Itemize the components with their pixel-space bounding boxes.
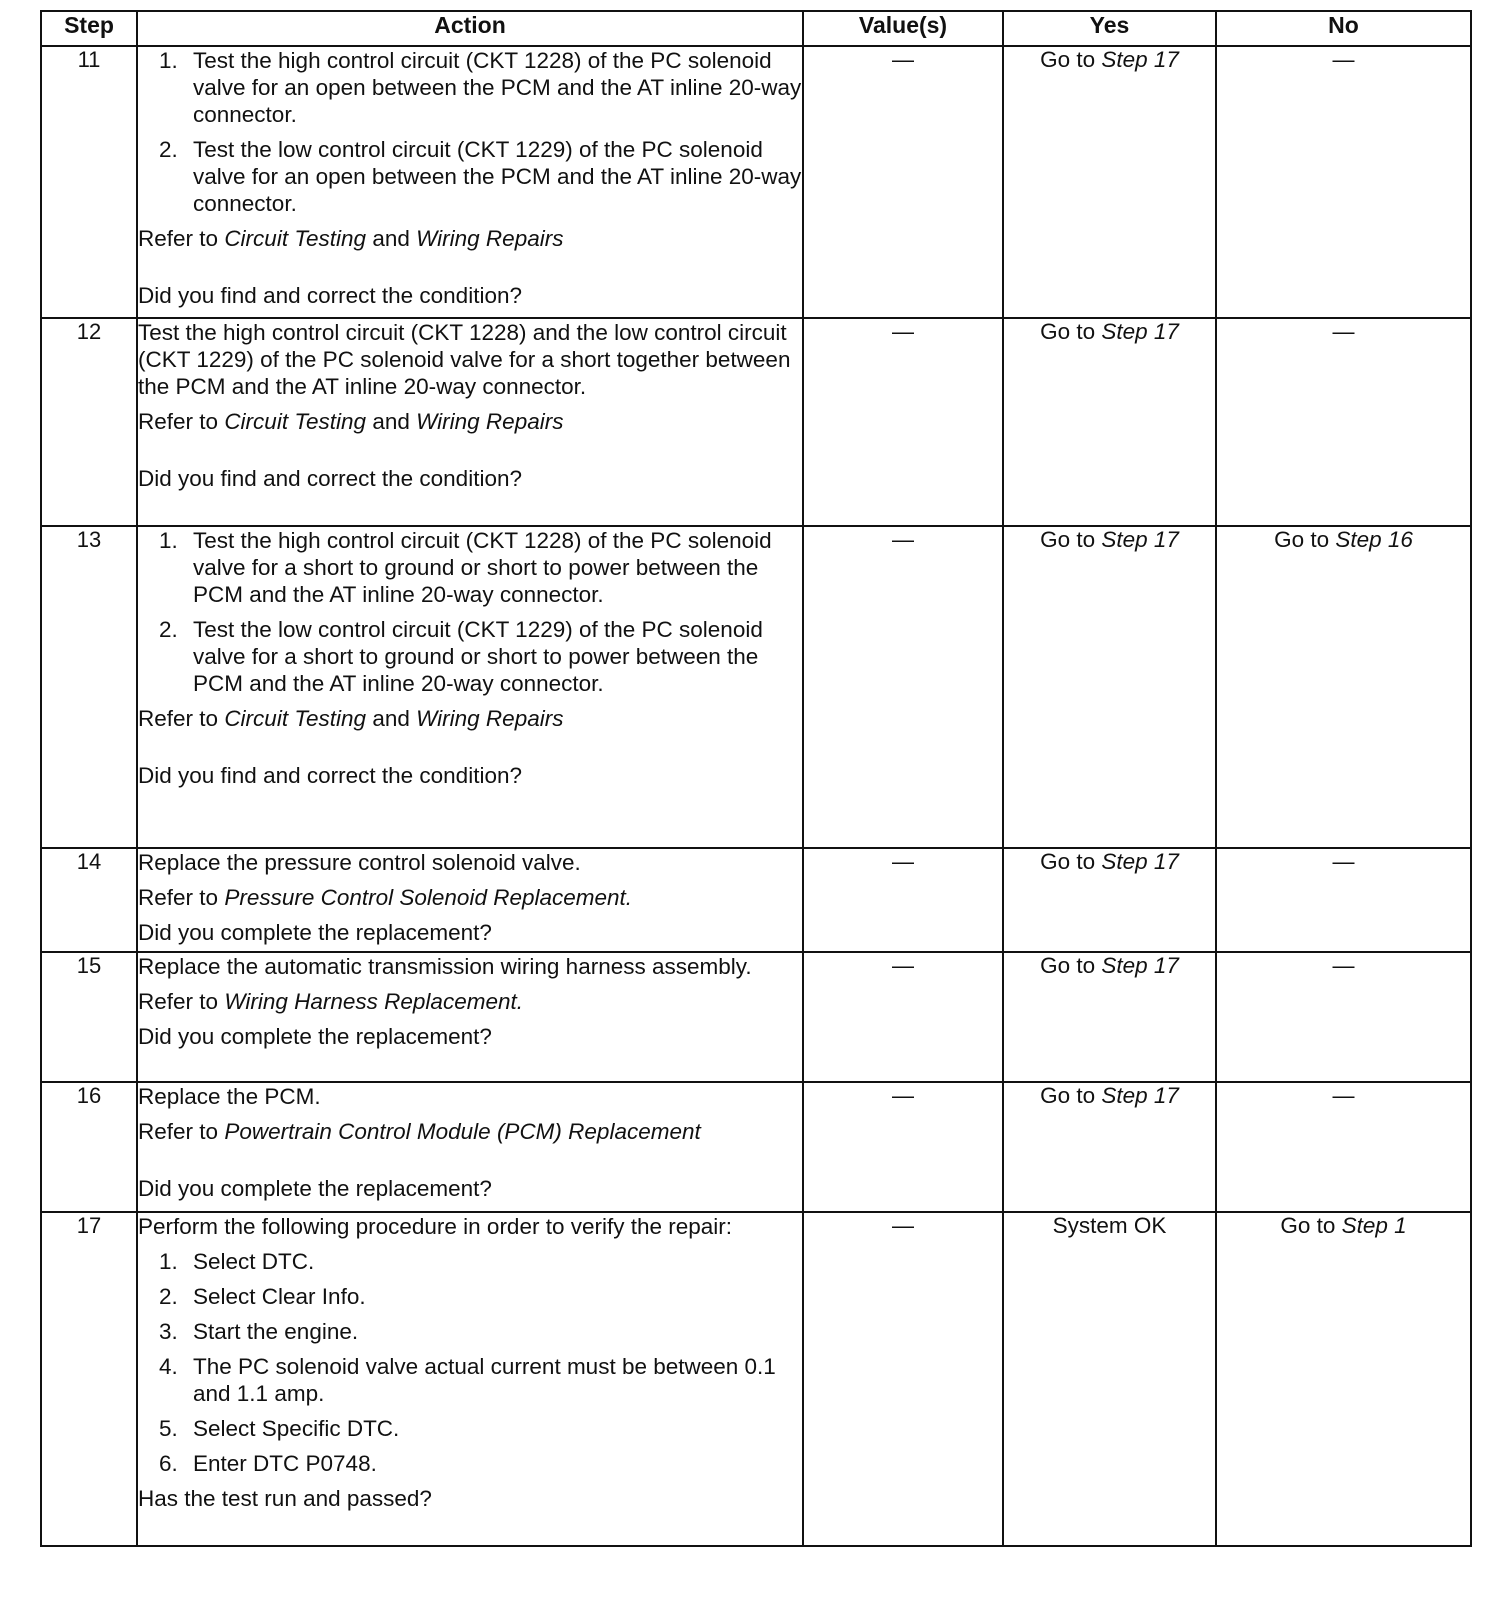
refer-label: Refer to bbox=[138, 226, 219, 251]
step-reference: Step 17 bbox=[1101, 319, 1179, 344]
item-text: Select Clear Info. bbox=[193, 1284, 366, 1309]
list-item bbox=[159, 1450, 802, 1477]
yes-cell bbox=[1003, 952, 1216, 1082]
reference-line bbox=[138, 705, 802, 732]
reference-link: Circuit Testing bbox=[224, 409, 367, 434]
yes-cell bbox=[1003, 526, 1216, 848]
table-row bbox=[41, 848, 1471, 952]
go-to-label: Go to bbox=[1040, 319, 1096, 344]
step-reference: Step 17 bbox=[1101, 47, 1179, 72]
value-cell: — bbox=[803, 1212, 1003, 1546]
go-to-label: Go to bbox=[1280, 1213, 1336, 1238]
item-number: 4. bbox=[159, 1354, 178, 1379]
diagnostic-table bbox=[40, 10, 1472, 1547]
no-cell: — bbox=[1216, 318, 1471, 526]
list-item bbox=[159, 136, 802, 217]
list-item bbox=[159, 1248, 802, 1275]
header-yes: Yes bbox=[1003, 11, 1216, 46]
refer-label: Refer to bbox=[138, 989, 219, 1014]
item-text: Test the low control circuit (CKT 1229) of the PC solenoid valve for a short to ground or short to power between the PCM and the AT inline 20-way connector. bbox=[193, 617, 763, 696]
step-number: 15 bbox=[41, 952, 137, 1082]
and-label: and bbox=[372, 706, 410, 731]
action-cell bbox=[137, 848, 803, 952]
action-cell bbox=[137, 526, 803, 848]
list-item bbox=[159, 1318, 802, 1345]
refer-label: Refer to bbox=[138, 409, 219, 434]
question: Did you find and correct the condition? bbox=[138, 466, 522, 491]
step-reference: Step 1 bbox=[1341, 1213, 1407, 1238]
table-row bbox=[41, 318, 1471, 526]
step-reference: Step 16 bbox=[1335, 527, 1413, 552]
header-row bbox=[41, 11, 1471, 46]
item-text: Select Specific DTC. bbox=[193, 1416, 400, 1441]
item-number: 6. bbox=[159, 1451, 178, 1476]
item-text: Enter DTC P0748. bbox=[193, 1451, 377, 1476]
reference-link: Circuit Testing bbox=[224, 226, 367, 251]
go-to-label: Go to bbox=[1040, 1083, 1096, 1108]
action-cell bbox=[137, 1212, 803, 1546]
no-cell: — bbox=[1216, 952, 1471, 1082]
list-item bbox=[159, 1415, 802, 1442]
reference-link: Wiring Harness Replacement. bbox=[224, 989, 523, 1014]
reference-link: Pressure Control Solenoid Replacement. bbox=[224, 885, 633, 910]
procedure-list bbox=[138, 1248, 802, 1477]
item-text: The PC solenoid valve actual current must be between 0.1 and 1.1 amp. bbox=[193, 1354, 776, 1406]
item-text: Start the engine. bbox=[193, 1319, 359, 1344]
header-step: Step bbox=[41, 11, 137, 46]
table-row bbox=[41, 1082, 1471, 1212]
item-number: 1. bbox=[159, 528, 178, 553]
step-number: 12 bbox=[41, 318, 137, 526]
refer-label: Refer to bbox=[138, 1119, 219, 1144]
step-number: 14 bbox=[41, 848, 137, 952]
step-number: 11 bbox=[41, 46, 137, 318]
and-label: and bbox=[372, 409, 410, 434]
step-number: 13 bbox=[41, 526, 137, 848]
item-number: 5. bbox=[159, 1416, 178, 1441]
item-number: 2. bbox=[159, 1284, 178, 1309]
and-label: and bbox=[372, 226, 410, 251]
item-number: 1. bbox=[159, 1249, 178, 1274]
header-no: No bbox=[1216, 11, 1471, 46]
reference-line bbox=[138, 988, 802, 1015]
yes-cell: System OK bbox=[1003, 1212, 1216, 1546]
value-cell: — bbox=[803, 952, 1003, 1082]
yes-cell bbox=[1003, 1082, 1216, 1212]
reference-link: Wiring Repairs bbox=[416, 706, 564, 731]
item-number: 2. bbox=[159, 137, 178, 162]
no-cell: — bbox=[1216, 1082, 1471, 1212]
value-cell: — bbox=[803, 318, 1003, 526]
procedure-list bbox=[138, 47, 802, 217]
question: Has the test run and passed? bbox=[138, 1486, 432, 1511]
step-reference: Step 17 bbox=[1101, 1083, 1179, 1108]
step-reference: Step 17 bbox=[1101, 953, 1179, 978]
action-text: Replace the pressure control solenoid valve. bbox=[138, 850, 581, 875]
go-to-label: Go to bbox=[1040, 849, 1096, 874]
reference-link: Powertrain Control Module (PCM) Replacement bbox=[224, 1119, 701, 1144]
list-item bbox=[159, 616, 802, 697]
list-item bbox=[159, 527, 802, 608]
no-cell: — bbox=[1216, 46, 1471, 318]
action-cell bbox=[137, 952, 803, 1082]
list-item bbox=[159, 1353, 802, 1407]
header-values: Value(s) bbox=[803, 11, 1003, 46]
header-action: Action bbox=[137, 11, 803, 46]
step-number: 17 bbox=[41, 1212, 137, 1546]
go-to-label: Go to bbox=[1040, 953, 1096, 978]
item-number: 2. bbox=[159, 617, 178, 642]
item-text: Test the high control circuit (CKT 1228) of the PC solenoid valve for an open between the PCM and the AT inline 20-way connector. bbox=[193, 48, 802, 127]
reference-link: Wiring Repairs bbox=[416, 409, 564, 434]
value-cell: — bbox=[803, 526, 1003, 848]
step-reference: Step 17 bbox=[1101, 527, 1179, 552]
table-row bbox=[41, 1212, 1471, 1546]
reference-link: Circuit Testing bbox=[224, 706, 367, 731]
action-cell bbox=[137, 46, 803, 318]
action-cell bbox=[137, 318, 803, 526]
table-row bbox=[41, 46, 1471, 318]
action-cell bbox=[137, 1082, 803, 1212]
value-cell: — bbox=[803, 46, 1003, 318]
yes-cell bbox=[1003, 848, 1216, 952]
refer-label: Refer to bbox=[138, 885, 219, 910]
question: Did you find and correct the condition? bbox=[138, 763, 522, 788]
refer-label: Refer to bbox=[138, 706, 219, 731]
question: Did you complete the replacement? bbox=[138, 1024, 492, 1049]
no-cell bbox=[1216, 526, 1471, 848]
reference-link: Wiring Repairs bbox=[416, 226, 564, 251]
go-to-label: Go to bbox=[1040, 47, 1096, 72]
question: Did you complete the replacement? bbox=[138, 920, 492, 945]
value-cell: — bbox=[803, 848, 1003, 952]
yes-cell bbox=[1003, 318, 1216, 526]
table-row bbox=[41, 952, 1471, 1082]
value-cell: — bbox=[803, 1082, 1003, 1212]
item-text: Test the low control circuit (CKT 1229) of the PC solenoid valve for an open between the PCM and the AT inline 20-way connector. bbox=[193, 137, 802, 216]
reference-line bbox=[138, 1118, 802, 1145]
item-text: Test the high control circuit (CKT 1228) of the PC solenoid valve for a short to ground or short to power between the PCM and the AT inline 20-way connector. bbox=[193, 528, 772, 607]
table-row bbox=[41, 526, 1471, 848]
procedure-list bbox=[138, 527, 802, 697]
yes-cell bbox=[1003, 46, 1216, 318]
question: Did you complete the replacement? bbox=[138, 1176, 492, 1201]
reference-line bbox=[138, 225, 802, 252]
list-item bbox=[159, 47, 802, 128]
item-number: 1. bbox=[159, 48, 178, 73]
action-text: Replace the PCM. bbox=[138, 1084, 321, 1109]
reference-line bbox=[138, 884, 802, 911]
no-cell: — bbox=[1216, 848, 1471, 952]
no-cell bbox=[1216, 1212, 1471, 1546]
item-text: Select DTC. bbox=[193, 1249, 315, 1274]
step-number: 16 bbox=[41, 1082, 137, 1212]
action-text: Perform the following procedure in order to verify the repair: bbox=[138, 1214, 733, 1239]
action-text: Test the high control circuit (CKT 1228) and the low control circuit (CKT 1229) of the PC solenoid valve for a short together between the PCM and the AT inline 20-way connector. bbox=[138, 320, 791, 399]
list-item bbox=[159, 1283, 802, 1310]
reference-line bbox=[138, 408, 802, 435]
step-reference: Step 17 bbox=[1101, 849, 1179, 874]
go-to-label: Go to bbox=[1274, 527, 1330, 552]
question: Did you find and correct the condition? bbox=[138, 283, 522, 308]
action-text: Replace the automatic transmission wiring harness assembly. bbox=[138, 954, 752, 979]
go-to-label: Go to bbox=[1040, 527, 1096, 552]
item-number: 3. bbox=[159, 1319, 178, 1344]
